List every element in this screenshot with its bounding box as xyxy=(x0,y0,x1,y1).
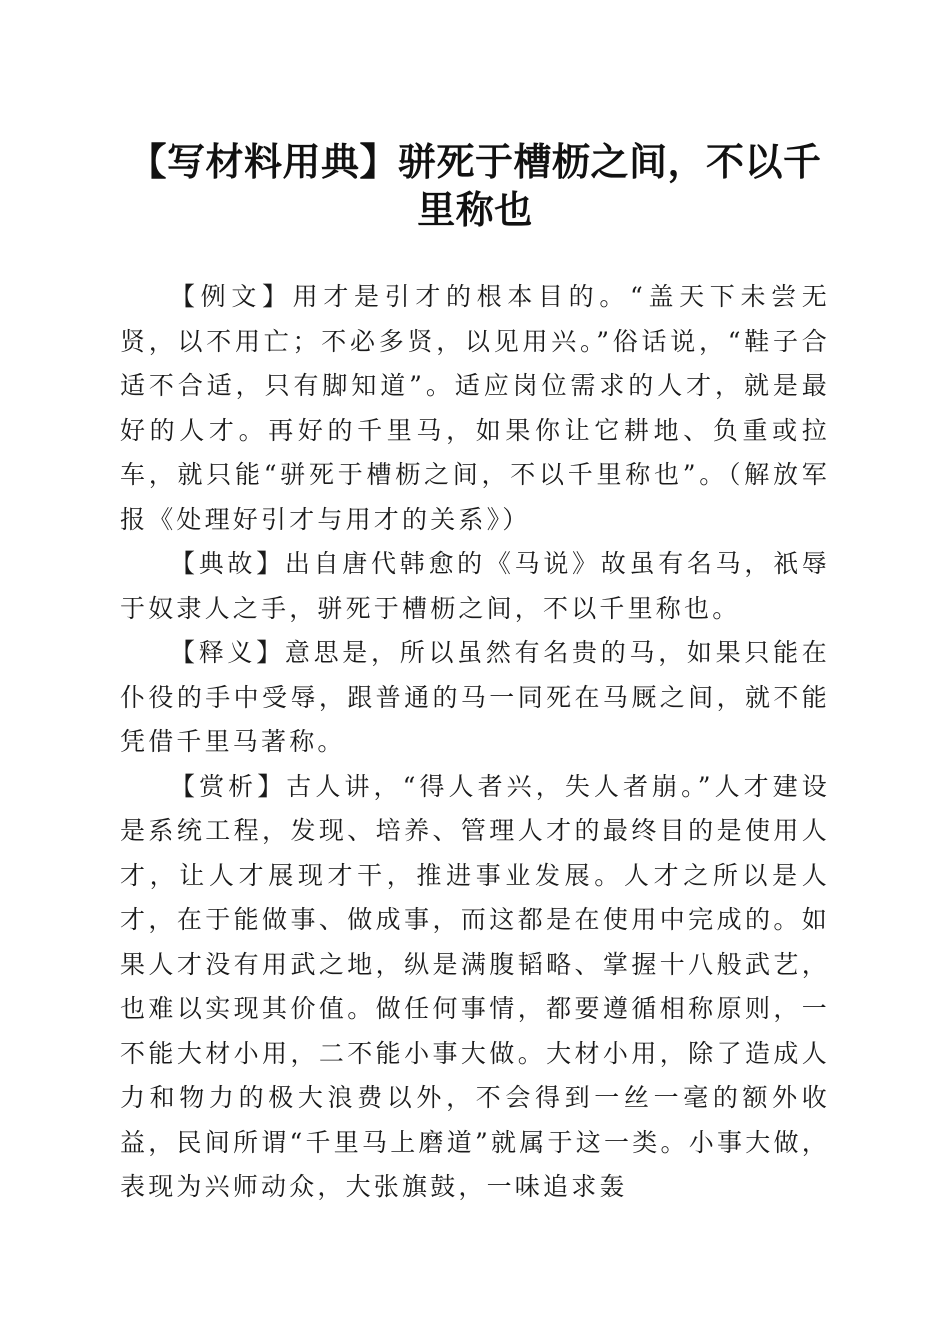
document-body xyxy=(120,275,830,1210)
paragraph-appreciation: 【赏析】古人讲，“得人者兴，失人者崩。”人才建设是系统工程，发现、培养、管理人才的最终目的是使用人才，让人才展现才干，推进事业发展。人才之所以是人才，在于能做事、做成事，而这都是在使用中完成的。如果人才没有用武之地，纵是满腹韬略、掌握十八般武艺，也难以实现其价值。做任何事情，都要遵循相称原则，一不能大材小用，二不能小事大做。大材小用，除了造成人力和物力的极大浪费以外，不会得到一丝一毫的额外收益，民间所谓“千里马上磨道”就属于这一类。小事大做，表现为兴师动众，大张旗鼓，一味追求轰 xyxy=(120,771,830,1201)
paragraph-allusion: 【典故】出自唐代韩愈的《马说》故虽有名马，祇辱于奴隶人之手，骈死于槽枥之间，不以千里称也。 xyxy=(120,549,830,623)
paragraph-meaning: 【释义】意思是，所以虽然有名贵的马，如果只能在仆役的手中受辱，跟普通的马一同死在马厩之间，就不能凭借千里马著称。 xyxy=(120,638,830,756)
paragraph-example: 【例文】用才是引才的根本目的。“盖天下未尝无贤，以不用亡；不必多贤，以见用兴。”俗话说，“鞋子合适不合适，只有脚知道”。适应岗位需求的人才，就是最好的人才。再好的千里马，如果你让它耕地、负重或拉车，就只能“骈死于槽枥之间，不以千里称也”。（解放军报《处理好引才与用才的关系》） xyxy=(120,282,830,534)
document-title: 【写材料用典】骈死于槽枥之间，不以千里称也 xyxy=(128,139,822,232)
